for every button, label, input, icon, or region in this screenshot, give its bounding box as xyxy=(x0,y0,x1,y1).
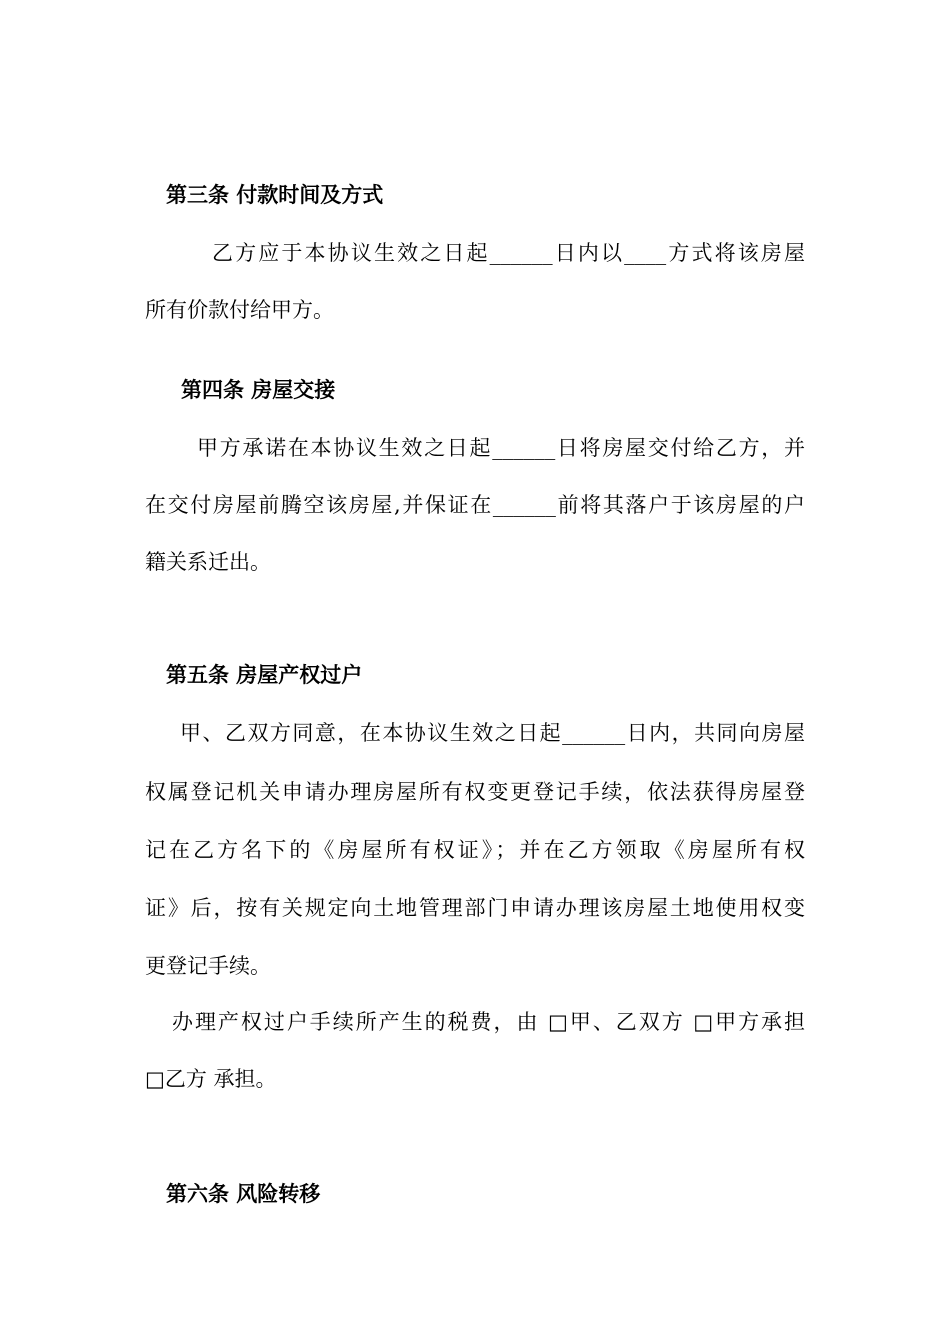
article-4-line-2: 在交付房屋前腾空该房屋,并保证在______前将其落户于该房屋的户 xyxy=(145,493,805,517)
article-3-line-2: 所有价款付给甲方。 xyxy=(145,298,334,322)
article-4-heading: 第四条 房屋交接 xyxy=(181,378,336,402)
article-5-heading: 第五条 房屋产权过户 xyxy=(166,663,363,687)
article-3-line-1: 乙方应于本协议生效之日起______日内以____方式将该房屋 xyxy=(212,241,805,265)
article-5-line-2: 权属登记机关申请办理房屋所有权变更登记手续，依法获得房屋登 xyxy=(145,780,805,804)
article-5-tax-line-1: 办理产权过户手续所产生的税费，由 □甲、乙双方 □甲方承担 xyxy=(172,1010,805,1034)
article-5-tax-line-2: □乙方 承担。 xyxy=(145,1067,277,1091)
article-5-line-4: 证》后，按有关规定向土地管理部门申请办理该房屋土地使用权变 xyxy=(145,896,805,920)
article-4-line-1: 甲方承诺在本协议生效之日起______日将房屋交付给乙方，并 xyxy=(197,436,805,460)
article-4-line-3: 籍关系迁出。 xyxy=(145,550,271,574)
article-5-line-5: 更登记手续。 xyxy=(145,954,271,978)
article-6-heading: 第六条 风险转移 xyxy=(166,1182,321,1206)
article-3-heading: 第三条 付款时间及方式 xyxy=(166,183,384,207)
article-5-line-1: 甲、乙双方同意，在本协议生效之日起______日内，共同向房屋 xyxy=(180,721,805,745)
article-5-line-3: 记在乙方名下的《房屋所有权证》；并在乙方领取《房屋所有权 xyxy=(145,838,805,862)
